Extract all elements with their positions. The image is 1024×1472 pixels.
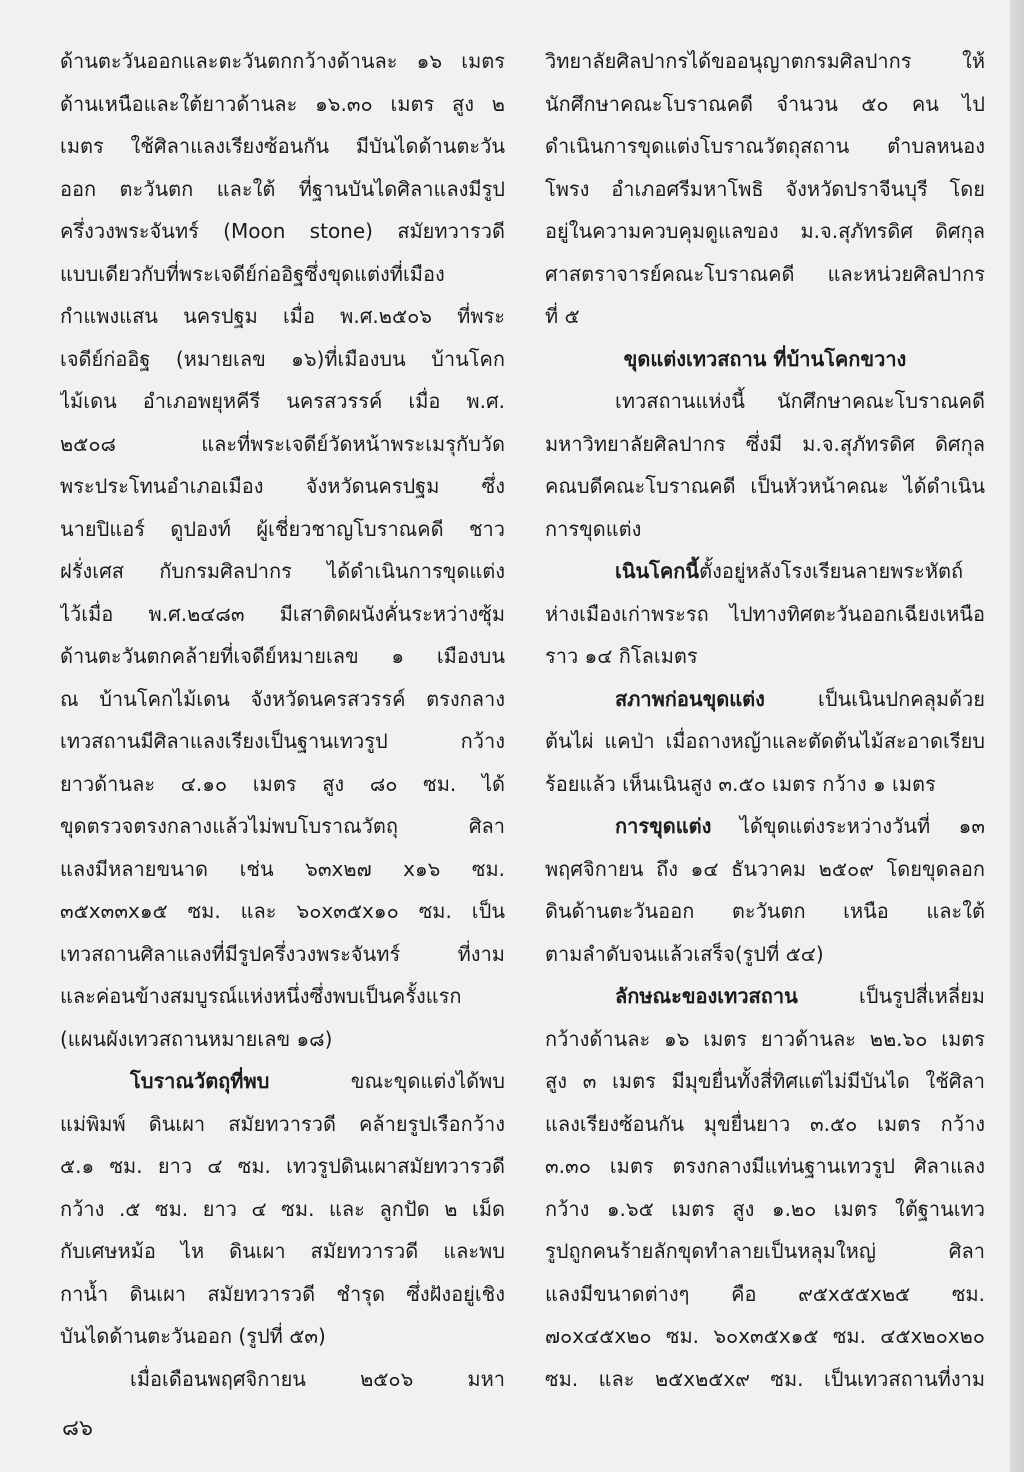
text-line: กว้างด้านละ ๑๖ เมตร ยาวด้านละ ๒๒.๖๐ เมตร	[545, 1026, 985, 1051]
text-line: การขุดแต่ง	[545, 516, 642, 541]
text-line: โพรง อำเภอศรีมหาโพธิ จังหวัดปราจีนบุรี โดย	[545, 176, 985, 201]
text-line: ขุดตรวจตรงกลางแล้วไม่พบโบราณวัตถุ ศิลา	[60, 814, 505, 838]
text-line: นายปิแอร์ ดูปองท์ ผู้เชี่ยวชาญโบราณคดี ชาว	[60, 516, 505, 541]
text-line: อยู่ในความควบคุมดูแลของ ม.จ.สุภัทรดิศ ดิศกุล	[545, 219, 985, 243]
text-line: แบบเดียวกับที่พระเจดีย์ก่ออิฐซึ่งขุดแต่งที่เมือง	[60, 261, 445, 286]
text-line: เทวสถานแห่งนี้ นักศึกษาคณะโบราณคดี	[615, 389, 985, 413]
excavation-intro-line: การขุดแต่ง ได้ขุดแต่งระหว่างวันที่ ๑๓	[615, 814, 985, 838]
text-line: ศาสตราจารย์คณะโบราณคดี และหน่วยศิลปากร	[545, 261, 985, 286]
text-line: ดินด้านตะวันออก ตะวันตก เหนือ และใต้	[545, 899, 985, 923]
text-line: และค่อนข้างสมบูรณ์แห่งหนึ่งซึ่งพบเป็นครั้งแรก	[60, 984, 462, 1008]
text-line: ยาวด้านละ ๔.๑๐ เมตร สูง ๘๐ ซม. ได้	[60, 771, 505, 796]
page-edge	[1010, 0, 1024, 1472]
text-line: เทวสถานศิลาแลงที่มีรูปครึ่งวงพระจันทร์ ที่งาม	[60, 941, 505, 966]
text-line: กว้าง .๕ ซม. ยาว ๔ ซม. และ ลูกปัด ๒ เม็ด	[60, 1196, 505, 1221]
term-condition: สภาพก่อนขุดแต่ง	[615, 686, 765, 711]
features-intro-line: ลักษณะของเทวสถาน เป็นรูปสี่เหลี่ยม	[615, 984, 985, 1008]
text-line: ด้านเหนือและใต้ยาวด้านละ ๑๖.๓๐ เมตร สูง ๒	[60, 91, 505, 116]
text-line: เจดีย์ก่ออิฐ (หมายเลข ๑๖)ที่เมืองบน บ้านโคก	[60, 346, 505, 371]
text-line: คณบดีคณะโบราณคดี เป็นหัวหน้าคณะ ได้ดำเนิน	[545, 474, 985, 498]
text-line: ห่างเมืองเก่าพระรถ ไปทางทิศตะวันออกเฉียงเหนือ	[545, 601, 985, 626]
text-line: แลงมีหลายขนาด เช่น ๖๓x๒๗ x๑๖ ซม.	[60, 856, 505, 881]
text-line: แม่พิมพ์ ดินเผา สมัยทวารวดี คล้ายรูปเรือกว้าง	[60, 1111, 505, 1136]
text-line: กว้าง ๑.๖๕ เมตร สูง ๑.๒๐ เมตร ใต้ฐานเทว	[545, 1196, 985, 1221]
left-column	[60, 40, 505, 1400]
text-line: เมื่อเดือนพฤศจิกายน ๒๕๐๖ มหา	[130, 1366, 505, 1391]
text-line: (แผนผังเทวสถานหมายเลข ๑๘)	[60, 1026, 333, 1051]
section-heading-artifacts: โบราณวัตถุที่พบ	[130, 1069, 270, 1093]
text-line: กำแพงแสน นครปฐม เมื่อ พ.ศ.๒๕๐๖ ที่พระ	[60, 304, 505, 328]
text-line: ต้นไผ่ แคป่า เมื่อถางหญ้าและตัดต้นไม้สะอาดเรียบ	[545, 729, 985, 753]
text-line: นักศึกษาคณะโบราณคดี จำนวน ๕๐ คน ไป	[545, 91, 985, 116]
text-line: สูง ๓ เมตร มีมุขยื่นทั้งสี่ทิศแต่ไม่มีบันได ใช้ศิลา	[545, 1069, 985, 1093]
text-line: ๓๕x๓๓x๑๕ ซม. และ ๖๐x๓๕x๑๐ ซม. เป็น	[60, 899, 505, 923]
text-line: ด้านตะวันออกและตะวันตกกว้างด้านละ ๑๖ เมตร	[60, 49, 505, 73]
page-number: ๘๖	[62, 1416, 93, 1441]
text-line: ๕.๑ ซม. ยาว ๔ ซม. เทวรูปดินเผาสมัยทวารวดี	[60, 1154, 505, 1178]
text-line: ด้านตะวันตกคล้ายที่เจดีย์หมายเลข ๑ เมืองบน	[60, 644, 505, 668]
term-features: ลักษณะของเทวสถาน	[615, 984, 798, 1008]
text-line: ฝรั่งเศส กับกรมศิลปากร ได้ดำเนินการขุดแต่ง	[60, 559, 505, 583]
condition-intro-line: สภาพก่อนขุดแต่ง เป็นเนินปกคลุมด้วย	[615, 686, 985, 711]
text-line: แลงมีขนาดต่างๆ คือ ๙๕x๕๕x๒๕ ซม.	[545, 1281, 985, 1306]
text-line: ซม. และ ๒๕x๒๕x๙ ซม. เป็นเทวสถานที่งาม	[545, 1366, 985, 1391]
text-line: ร้อยแล้ว เห็นเนินสูง ๓.๕๐ เมตร กว้าง ๑ เมตร	[545, 771, 936, 796]
text-line: กับเศษหม้อ ไห ดินเผา สมัยทวารวดี และพบ	[60, 1239, 505, 1263]
text-line: ที่ ๕	[545, 304, 580, 328]
text-line: ๒๕๐๘ และที่พระเจดีย์วัดหน้าพระเมรุกับวัด	[60, 431, 505, 456]
text-line: รูปถูกคนร้ายลักขุดทำลายเป็นหลุมใหญ่ ศิลา	[545, 1239, 985, 1263]
text-line: ณ บ้านโคกไม้เดน จังหวัดนครสวรรค์ ตรงกลาง	[60, 686, 505, 711]
text-line: พฤศจิกายน ถึง ๑๔ ธันวาคม ๒๕๐๙ โดยขุดลอก	[545, 856, 985, 881]
text-line: ๗๐x๔๕x๒๐ ซม. ๖๐x๓๕x๑๕ ซม. ๔๕x๒๐x๒๐	[545, 1324, 985, 1348]
text-line: ครึ่งวงพระจันทร์ (Moon stone) สมัยทวารวดี	[60, 219, 505, 243]
text-line: ไม้เดน อำเภอพยุหคีรี นครสวรรค์ เมื่อ พ.ศ.	[60, 389, 505, 413]
text-line: เทวสถานมีศิลาแลงเรียงเป็นฐานเทวรูป กว้าง	[60, 729, 505, 753]
text-line: มหาวิทยาลัยศิลปากร ซึ่งมี ม.จ.สุภัทรดิศ ดิศกุล	[545, 431, 985, 456]
text-line: ไว้เมื่อ พ.ศ.๒๔๘๓ มีเสาติดผนังคั่นระหว่างซุ้ม	[60, 601, 505, 626]
section-intro-line: โบราณวัตถุที่พบ ขณะขุดแต่งได้พบ	[130, 1069, 505, 1093]
text-line: ออก ตะวันตก และใต้ ที่ฐานบันไดศิลาแลงมีรูป	[60, 176, 505, 201]
text-line: แลงเรียงซ้อนกัน มุขยื่นยาว ๓.๕๐ เมตร กว้าง	[545, 1111, 985, 1136]
term-mound: เนินโคกนี้	[615, 559, 700, 583]
text-line: เมตร ใช้ศิลาแลงเรียงซ้อนกัน มีบันไดด้านตะวัน	[60, 134, 505, 158]
section-heading-excavation-khok-khwang: ขุดแต่งเทวสถาน ที่บ้านโคกขวาง	[623, 346, 907, 371]
text-line: ราว ๑๔ กิโลเมตร	[545, 644, 698, 668]
text-line: ตามลำดับจนแล้วเสร็จ(รูปที่ ๕๔)	[545, 941, 824, 966]
text-line: ดำเนินการขุดแต่งโบราณวัตถุสถาน ตำบลหนอง	[545, 134, 985, 158]
text-line: พระประโทนอำเภอเมือง จังหวัดนครปฐม ซึ่ง	[60, 474, 505, 498]
mound-intro-line: เนินโคกนี้ตั้งอยู่หลังโรงเรียนลายพระหัตถ์	[615, 559, 964, 583]
text-line: วิทยาลัยศิลปากรได้ขออนุญาตกรมศิลปากร ให้	[545, 49, 985, 73]
right-column	[545, 40, 985, 1400]
text-line: กาน้ำ ดินเผา สมัยทวารวดี ชำรุด ซึ่งฝังอยู่เชิง	[60, 1281, 505, 1306]
text-line: บันไดด้านตะวันออก (รูปที่ ๕๓)	[60, 1324, 326, 1348]
text-line: ๓.๓๐ เมตร ตรงกลางมีแท่นฐานเทวรูป ศิลาแลง	[545, 1154, 985, 1178]
term-excavation: การขุดแต่ง	[615, 814, 712, 838]
